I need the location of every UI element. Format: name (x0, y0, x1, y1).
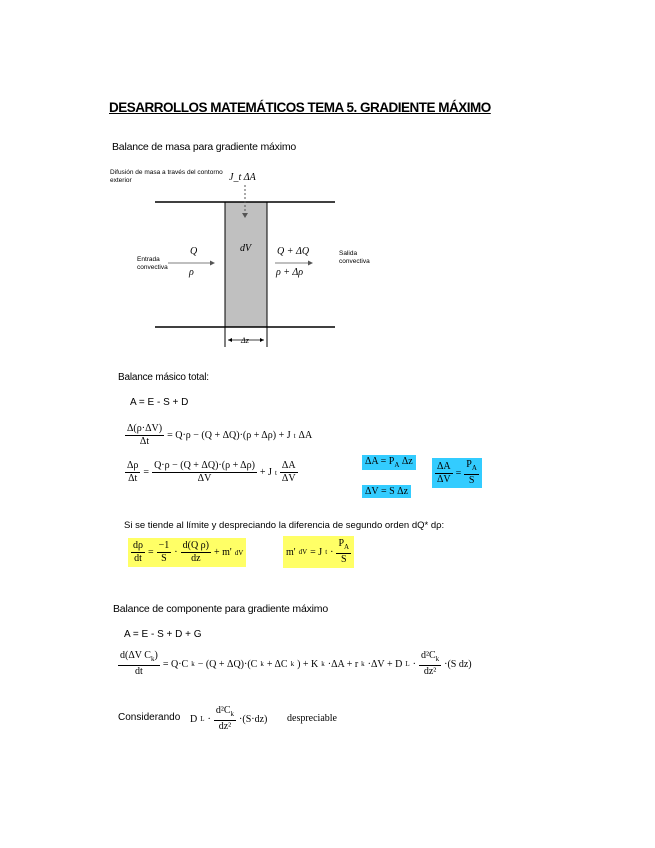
diffusion-label: Difusión de masa a través del contorno exterior (110, 169, 223, 184)
component-balance-equation: A = E - S + D + G (124, 629, 202, 640)
area-volume-ratio-box: $\frac{\Delta A}{\Delta V}$ = $\frac{P_A}{S}$ (432, 458, 482, 488)
mass-accumulation-equation: $\frac{\Delta(\rho\cdot\Delta V)}{\Delta t}$ = Q·ρ − (Q + ΔQ)·(ρ + Δρ) + J t ΔA (127, 423, 313, 447)
mass-balance-equation: A = E - S + D (130, 397, 189, 408)
flux-label: J_t ΔA (229, 172, 256, 183)
q-in: Q (190, 246, 198, 257)
ratio-rhs: $\frac{P_A}{S}$ (466, 459, 477, 486)
eq3-area-volume-fraction: $\frac{\Delta A}{\Delta V}$ (281, 460, 296, 484)
rho-out: ρ + Δρ (276, 267, 304, 278)
outlet-label: Salida convectiva (339, 250, 370, 265)
inlet-label: Entrada convectiva (137, 256, 168, 271)
component-accumulation-equation: $\frac{d(\Delta V C_k)}{dt}$ = Q·C k − (Q + ΔQ)·(C k + ΔC k ) + K k ·ΔA + r k ·ΔV + D L · $\frac{d^2C_k}{\text{dz²}}$ ·(S dz) (120, 650, 472, 677)
mass-result-box: $\frac{d\rho}{dt}$ = $\frac{-1}{S}$ · $\frac{\text{d(Q ρ)}}{dz}$ + m' dV (128, 538, 246, 567)
total-balance-label: Balance másico total: (118, 372, 209, 383)
consider-label: Considerando (118, 712, 181, 723)
control-volume (225, 202, 267, 327)
rho-in: ρ (189, 267, 194, 278)
inlet-arrow-head (210, 261, 215, 266)
section-heading-component-balance: Balance de componente para gradiente máximo (113, 603, 328, 615)
outlet-arrow-head (308, 261, 313, 266)
page-title: DESARROLLOS MATEMÁTICOS TEMA 5. GRADIENTE MÁXIMO (109, 100, 491, 115)
dz-arrow-left (228, 338, 232, 342)
q-out: Q + ΔQ (277, 246, 310, 257)
diffusion-term: D L · $\frac{d^2C_k}{\text{dz²}}$ ·(S·dz) (190, 705, 268, 732)
eq3-rhs-fraction: $\frac{Q\cdot\rho - (Q + \Delta Q)\cdot(\rho + \Delta\rho)}{\Delta V}$ (154, 460, 255, 484)
consider-result: despreciable (287, 713, 337, 724)
volume-element-box: ΔV = S Δz (362, 485, 411, 498)
mass-source-box: m' dV = J t · $\frac{P_A}{S}$ (283, 536, 354, 568)
area-element-box: $\Delta A = P_A$ Δz (362, 455, 416, 470)
dz-label: Δz (241, 336, 249, 345)
eq2-lhs-fraction: $\frac{\Delta(\rho\cdot\Delta V)}{\Delta t}$ (127, 423, 163, 447)
section-heading-mass-balance: Balance de masa para gradiente máximo (112, 141, 297, 153)
dz-arrow-right (260, 338, 264, 342)
limit-text: Si se tiende al límite y despreciando la diferencia de segundo orden dQ* dρ: (124, 520, 445, 531)
mass-density-equation: $\frac{\Delta\rho}{\Delta t}$ = $\frac{Q\cdot\rho - (Q + \Delta Q)\cdot(\rho + \Delta\rho)}{\Delta V}$ + J t $\frac{\Delta A}{\Delta V}$ (127, 460, 296, 484)
dv-label: dV (240, 243, 252, 254)
eq3-lhs-fraction: $\frac{\Delta\rho}{\Delta t}$ (127, 460, 139, 484)
ratio-lhs: $\frac{\Delta A}{\Delta V}$ (437, 460, 451, 485)
